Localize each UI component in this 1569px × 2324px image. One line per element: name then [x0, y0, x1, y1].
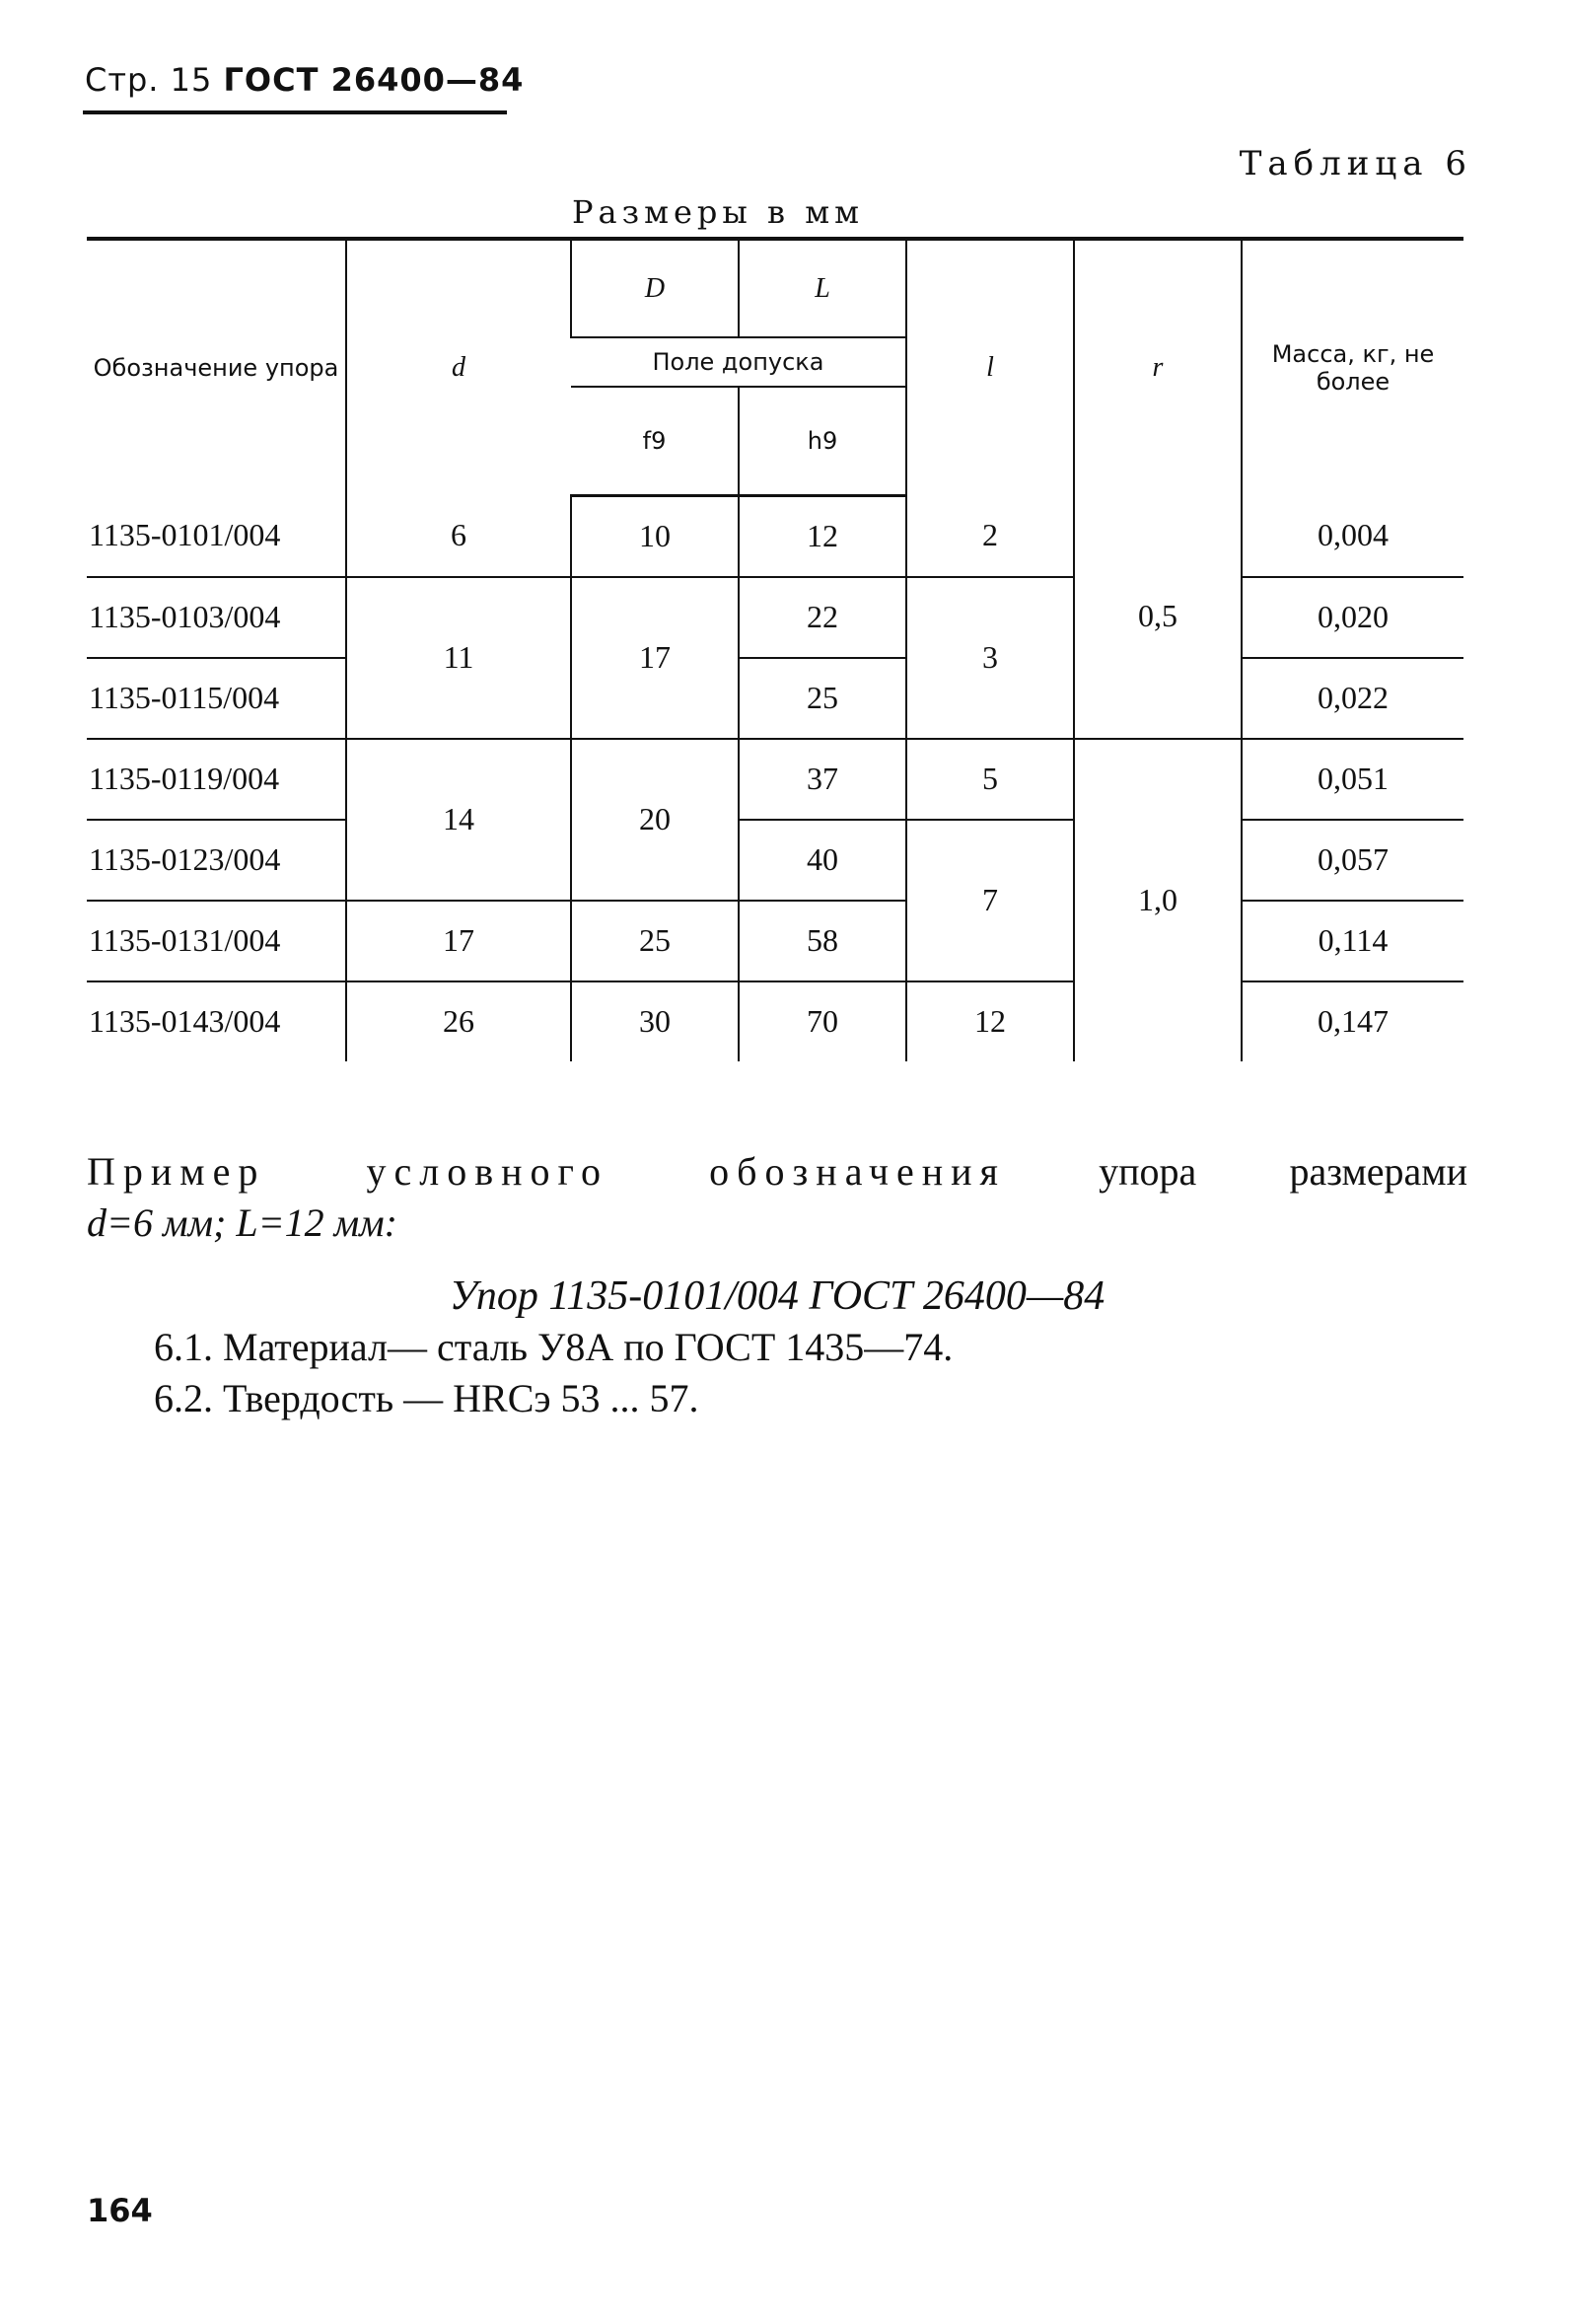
col-r-header: r [1074, 239, 1242, 495]
row-mass: 0,114 [1242, 901, 1463, 981]
row-mass: 0,051 [1242, 739, 1463, 820]
row-L: 25 [739, 658, 906, 739]
col-d-header: d [346, 239, 571, 495]
row-D: 20 [571, 739, 739, 901]
page-number: 164 [87, 2192, 153, 2229]
example-spaced: Пример условного обозначения [87, 1149, 1006, 1194]
tolerance-header: Поле допуска [571, 337, 906, 387]
standard-number: ГОСТ 26400—84 [223, 61, 525, 99]
row-l: 2 [906, 495, 1074, 577]
row-L: 22 [739, 577, 906, 658]
row-l: 12 [906, 981, 1074, 1061]
table-row [87, 577, 1463, 658]
row-r: 1,0 [1074, 739, 1242, 1061]
item-hardness: 6.2. Твердость — HRCэ 53 ... 57. [154, 1376, 699, 1420]
row-L: 58 [739, 901, 906, 981]
row-mass: 0,020 [1242, 577, 1463, 658]
row-d: 17 [346, 901, 571, 981]
row-L: 70 [739, 981, 906, 1061]
row-d: 6 [346, 495, 571, 577]
row-l: 5 [906, 739, 1074, 820]
h9-header: h9 [739, 387, 906, 495]
page-header [85, 61, 524, 99]
row-code: 1135-0131/004 [87, 901, 346, 981]
col-mass-header: Масса, кг, не более [1242, 239, 1463, 495]
row-d: 14 [346, 739, 571, 901]
table-row [87, 495, 1463, 577]
row-mass: 0,022 [1242, 658, 1463, 739]
row-mass: 0,147 [1242, 981, 1463, 1061]
row-mass: 0,057 [1242, 820, 1463, 901]
row-code: 1135-0103/004 [87, 577, 346, 658]
example-rest: упора размерами [1099, 1149, 1467, 1194]
row-code: 1135-0143/004 [89, 1003, 281, 1039]
spec-table [87, 237, 1463, 1061]
row-D: 17 [571, 577, 739, 739]
table-caption: Таблица 6 [1239, 144, 1472, 183]
col-L-header: L [739, 239, 906, 337]
row-mass: 0,004 [1242, 495, 1463, 577]
row-D: 10 [571, 495, 739, 577]
body-text [87, 1146, 1467, 1424]
table-row [87, 739, 1463, 820]
example-intro [87, 1146, 1467, 1198]
row-L: 40 [739, 820, 906, 901]
row-l: 7 [906, 820, 1074, 981]
row-D: 30 [571, 981, 739, 1061]
designation-example: Упор 1135-0101/004 ГОСТ 26400—84 [449, 1273, 1105, 1319]
table-units: Размеры в мм [572, 193, 864, 231]
col-D-header: D [571, 239, 739, 337]
row-r: 0,5 [1074, 495, 1242, 739]
row-code: 1135-0119/004 [87, 739, 346, 820]
f9-header: f9 [571, 387, 739, 495]
table-row [87, 901, 1463, 981]
example-values: d=6 мм; L=12 мм: [87, 1200, 397, 1245]
row-D: 25 [571, 901, 739, 981]
row-d: 11 [346, 577, 571, 739]
table-row [87, 820, 1463, 901]
table-row [87, 981, 1463, 1061]
header-rule [83, 110, 507, 114]
page-prefix: Стр. 15 [85, 61, 213, 99]
col-designation-header: Обозначение упора [93, 354, 339, 382]
item-material: 6.1. Материал— сталь У8А по ГОСТ 1435—74. [154, 1325, 954, 1369]
table-row [87, 658, 1463, 739]
row-L: 37 [739, 739, 906, 820]
spec-table-wrapper [87, 237, 1463, 1061]
row-L: 12 [739, 495, 906, 577]
col-l-header: l [906, 239, 1074, 495]
row-code: 1135-0123/004 [87, 820, 346, 901]
row-code: 1135-0101/004 [87, 495, 346, 577]
row-l: 3 [906, 577, 1074, 739]
row-d: 26 [346, 981, 571, 1061]
row-code: 1135-0115/004 [87, 658, 346, 739]
